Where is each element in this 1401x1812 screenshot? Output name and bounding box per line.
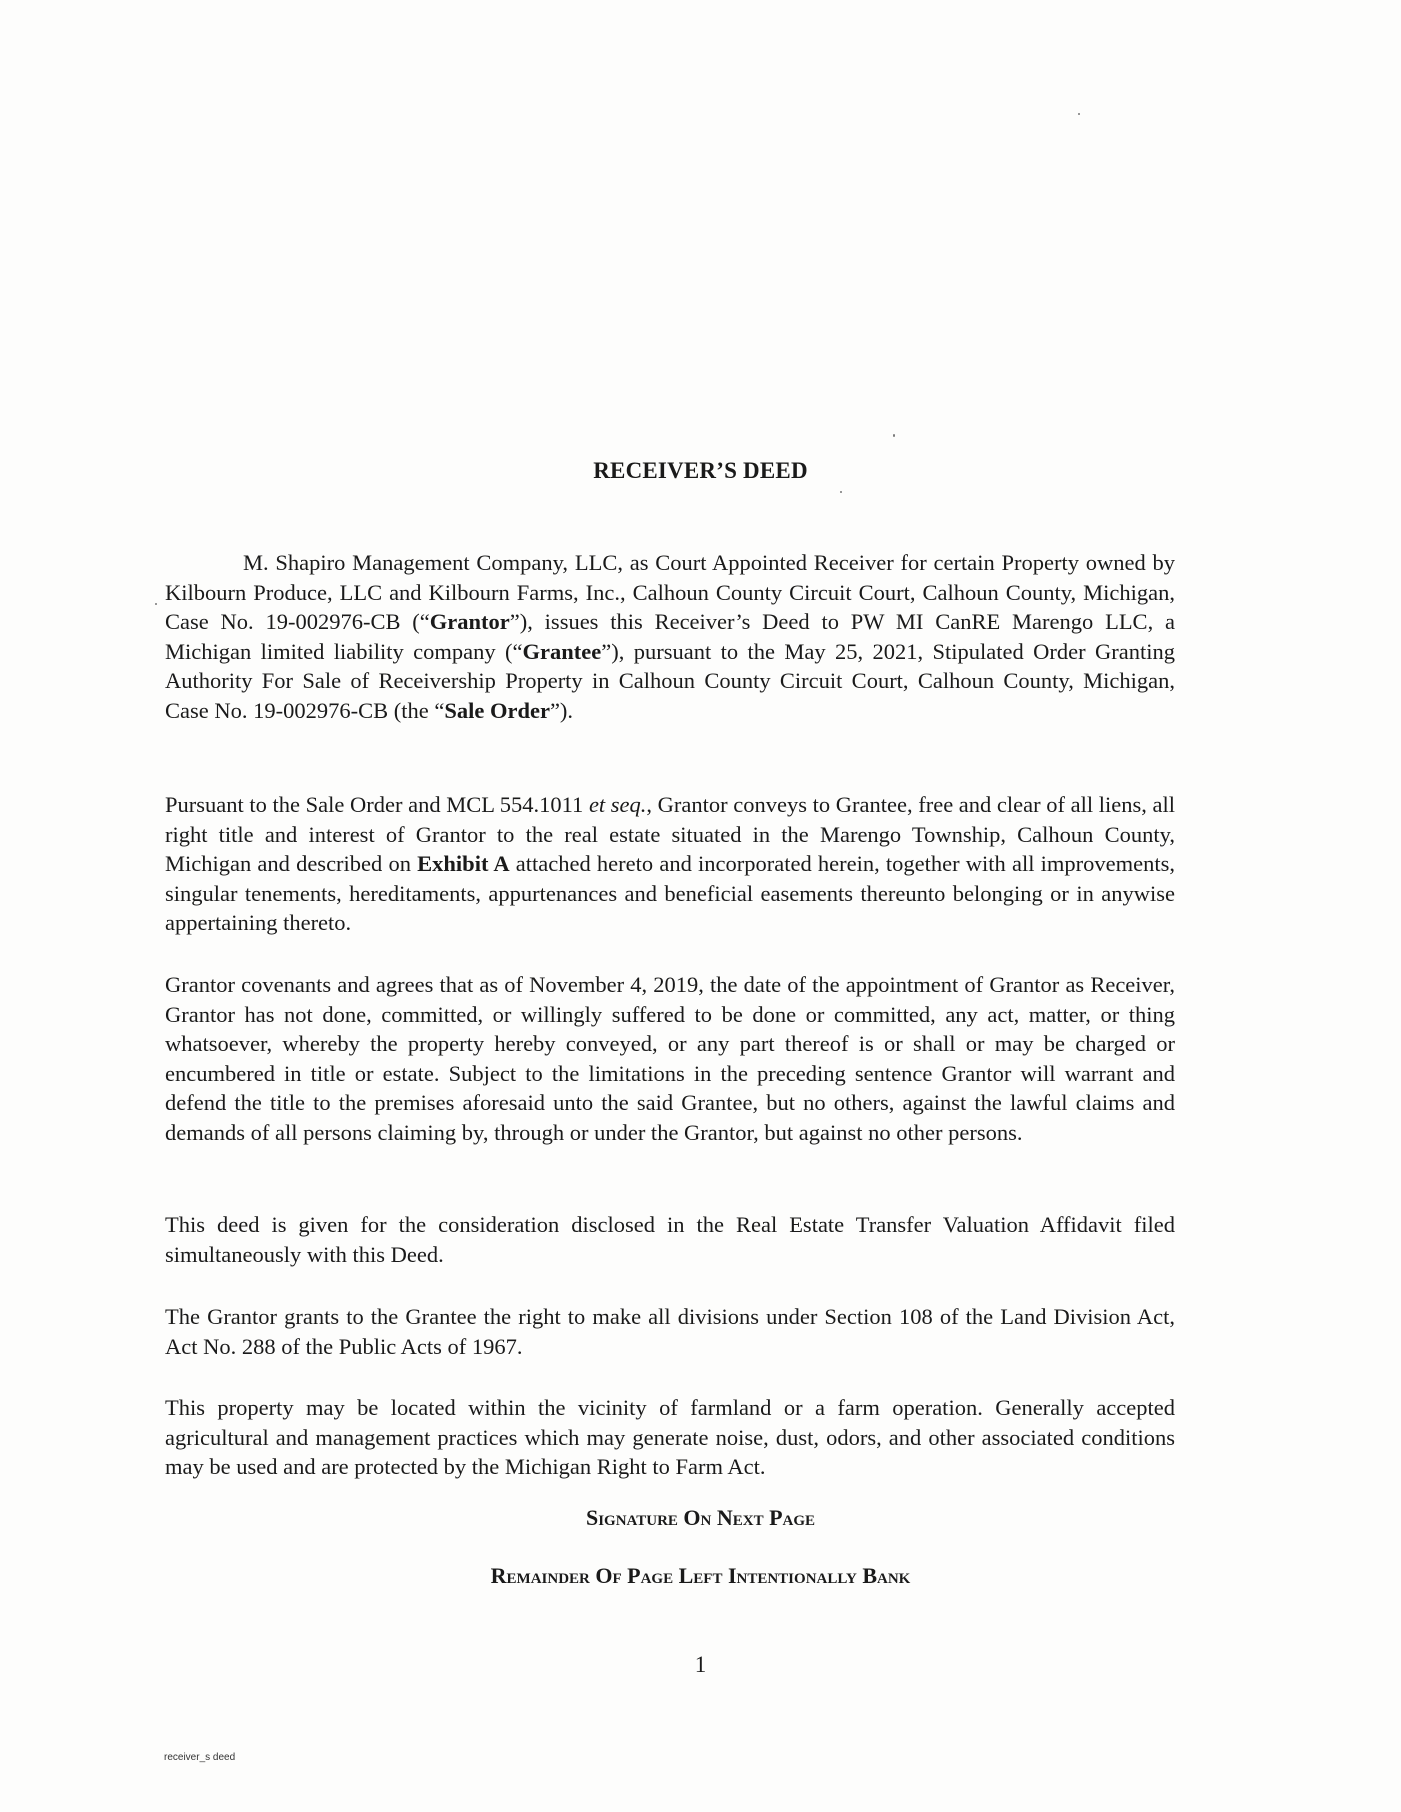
remainder-note: Remainder Of Page Left Intentionally Bank <box>490 1563 911 1588</box>
scan-speck <box>155 603 157 605</box>
paragraph-consideration: This deed is given for the consideration disclosed in the Real Estate Transfer Valuation Affidavit filed simultaneously with this Deed. <box>165 1212 1175 1267</box>
paragraph-text: Pursuant to the Sale Order and MCL 554.1011 <box>165 792 589 817</box>
paragraph-text: ”), pursuant to the May 25, 2021, Stipulated Order Granting Authority For Sale of Receivership Property in Calhoun County Circuit Court, Calhoun County, Michigan, Case No. 19-002976-CB (the “ <box>165 638 1176 723</box>
paragraph-conveyance <box>165 790 1175 938</box>
defined-term-sale-order: Sale Order <box>444 697 550 723</box>
paragraph-covenants: Grantor covenants and agrees that as of November 4, 2019, the date of the appointment of Grantor as Receiver, Grantor has not done, committed, or willingly suffered to be done or committed, any act, matter, or thing whatsoever, whereby the property hereby conveyed, or any part thereof is or shall or may be charged or encumbered in title or estate. Subject to the limitations in the preceding sentence Grantor will warrant and defend the title to the premises aforesaid unto the said Grantee, but no others, against the lawful claims and demands of all persons claiming by, through or under the Grantor, but against no other persons. <box>165 972 1175 1145</box>
paragraph-text: M. Shapiro Management Company, LLC, as Court Appointed Receiver for certain Property owned by Kilbourn Produce, LLC and Kilbourn Farms, Inc., Calhoun County Circuit Court, Calhoun County, Michigan, Case No. 19-002976-CB (“ <box>165 550 1175 635</box>
footer-label: receiver_s deed <box>164 1752 236 1763</box>
exhibit-reference: Exhibit A <box>417 851 510 877</box>
scan-speck <box>840 491 842 493</box>
scan-speck <box>1078 113 1080 115</box>
et-seq-italic: et seq. <box>588 792 647 817</box>
scan-speck <box>893 434 895 437</box>
paragraph-text: , Grantor conveys to Grantee, free and clear of all liens, all right title and interest of Grantor to the real estate situated in the Marengo Township, Calhoun County, Michigan and described on <box>165 792 1175 877</box>
paragraph-right-to-farm: This property may be located within the vicinity of farmland or a farm operation. Generally accepted agricultural and management practices which may generate noise, dust, odors, and other associated conditions may be used and are protected by the Michigan Right to Farm Act. <box>165 1395 1175 1480</box>
defined-term-grantee: Grantee <box>522 638 602 664</box>
signature-note: Signature On Next Page <box>585 1505 816 1530</box>
defined-term-grantor: Grantor <box>429 609 510 635</box>
paragraph-receiver-intro <box>165 548 1175 726</box>
document-title: RECEIVER’S DEED <box>593 458 808 483</box>
paragraph-text: ”), issues this Receiver’s Deed to PW MI CanRE Marengo LLC, a Michigan limited liability company (“ <box>165 609 1175 664</box>
paragraph-text: ”). <box>549 697 574 723</box>
paragraph-land-division: The Grantor grants to the Grantee the right to make all divisions under Section 108 of the Land Division Act, Act No. 288 of the Public Acts of 1967. <box>165 1304 1175 1359</box>
paragraph-text: attached hereto and incorporated herein, together with all improvements, singular tenements, hereditaments, appurtenances and beneficial easements thereunto belonging or in anywise appertaining thereto. <box>165 851 1175 936</box>
page-number: 1 <box>694 1652 707 1677</box>
